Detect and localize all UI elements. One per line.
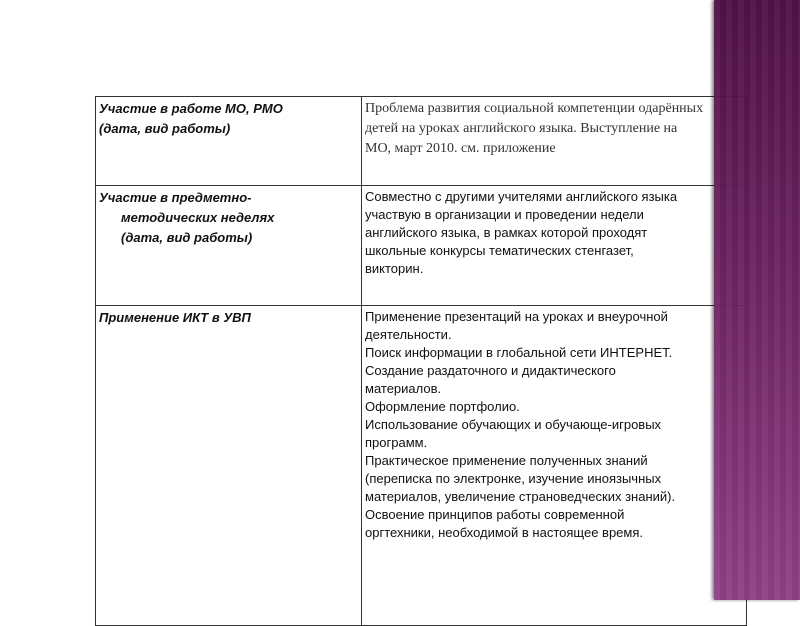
label-line: Применение ИКТ в УВП	[99, 310, 251, 325]
table-row	[96, 186, 747, 306]
activity-table	[95, 96, 747, 626]
label-line: методических неделях	[121, 210, 275, 225]
table-row	[96, 97, 747, 186]
content-line: Совместно с другими учителями английского языка	[365, 189, 678, 204]
content-line: (переписка по электронке, изучение иноязычных	[365, 471, 662, 486]
content-line: материалов.	[365, 381, 442, 396]
decorative-side-panel	[714, 0, 800, 600]
row-content	[362, 97, 747, 186]
content-line: деятельности.	[365, 327, 452, 342]
content-line: Проблема развития социальной компетенции одарённых	[365, 101, 704, 116]
content-line: английского языка, в рамках которой проходят	[365, 225, 648, 240]
content-line: Использование обучающих и обучающе-игровых	[365, 417, 662, 432]
content-line: оргтехники, необходимой в настоящее время.	[365, 525, 643, 540]
content-line: школьные конкурсы тематических стенгазет,	[365, 243, 634, 258]
row-label	[96, 97, 362, 186]
row-label	[96, 186, 362, 306]
content-line: Практическое применение полученных знаний	[365, 453, 648, 468]
row-content	[362, 306, 747, 626]
content-line: программ.	[365, 435, 428, 450]
content-line: участвую в организации и проведении недели	[365, 207, 644, 222]
label-line: (дата, вид работы)	[99, 121, 231, 136]
row-content	[362, 186, 747, 306]
content-line: викторин.	[365, 261, 424, 276]
content-line: Освоение принципов работы современной	[365, 507, 625, 522]
content-line: Поиск информации в глобальной сети ИНТЕРНЕТ.	[365, 345, 673, 360]
content-line: детей на уроках английского языка. Выступление на	[365, 121, 678, 136]
row-label	[96, 306, 362, 626]
label-line: Участие в предметно-	[99, 190, 252, 205]
table-row	[96, 306, 747, 626]
label-line: Участие в работе МО, РМО	[99, 101, 283, 116]
content-line: Оформление портфолио.	[365, 399, 520, 414]
content-line: Применение презентаций на уроках и внеурочной	[365, 309, 668, 324]
label-line: (дата, вид работы)	[121, 230, 253, 245]
content-line: МО, март 2010. см. приложение	[365, 141, 556, 156]
content-line: материалов, увеличение страноведческих знаний).	[365, 489, 676, 504]
content-line: Создание раздаточного и дидактического	[365, 363, 616, 378]
